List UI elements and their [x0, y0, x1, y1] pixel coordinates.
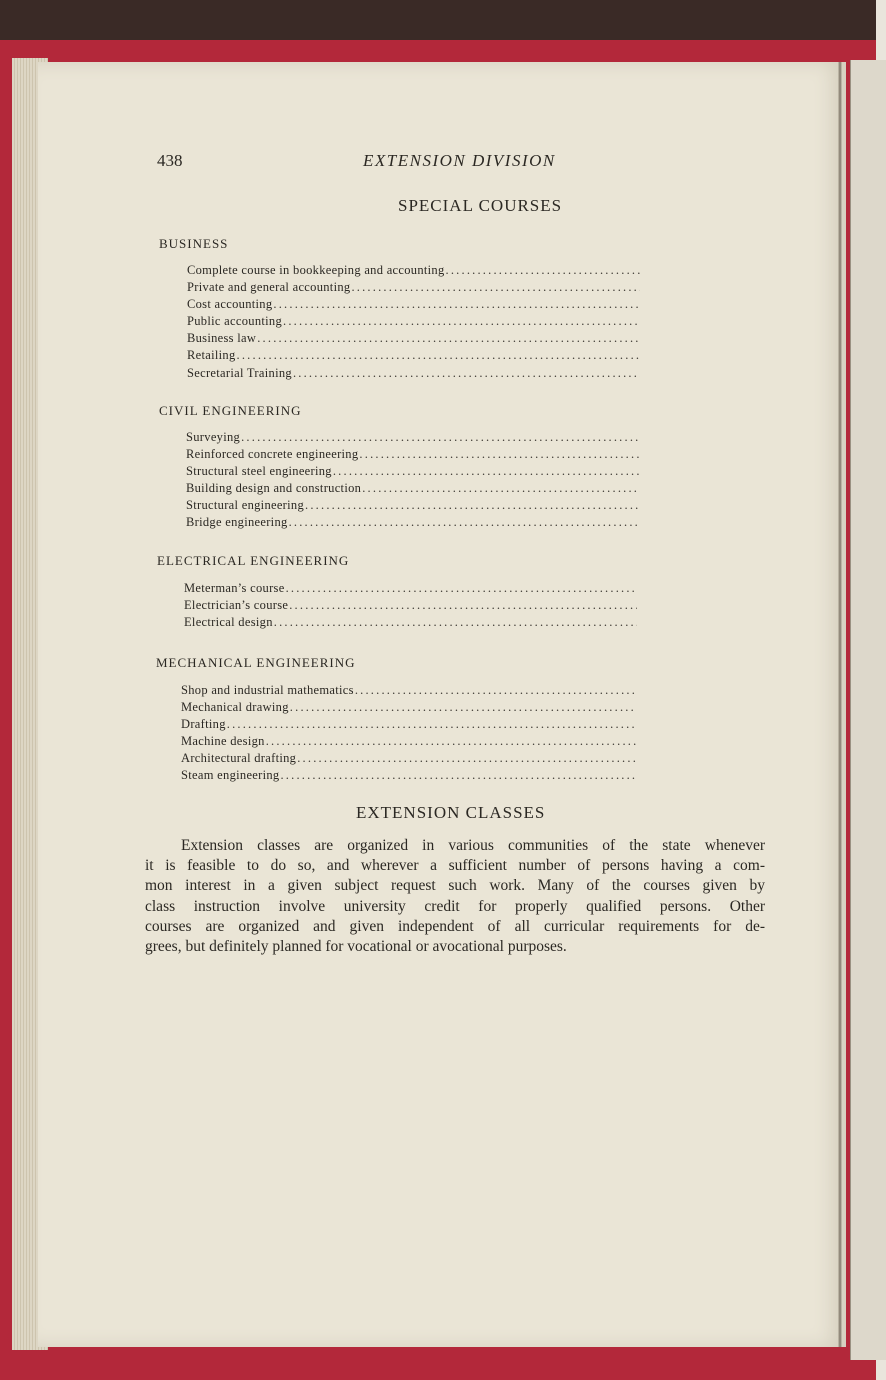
course-item: Steam engineering .....	[181, 768, 636, 785]
paragraph-line: grees, but definitely planned for vocational or avocational purposes.	[145, 938, 567, 956]
paragraph-line: Extension classes are organized in various communities of the state whenever	[181, 837, 765, 854]
course-item: Secretarial Training .....	[187, 366, 640, 383]
course-item: Surveying .....	[186, 430, 640, 447]
book-gutter	[838, 62, 842, 1347]
category-heading-civil-engineering: CIVIL ENGINEERING	[159, 403, 302, 418]
business-course-list	[187, 263, 640, 383]
course-item: Drafting .....	[181, 717, 636, 734]
category-heading-mechanical-engineering: MECHANICAL ENGINEERING	[156, 655, 356, 670]
course-item: Architectural drafting .....	[181, 751, 636, 768]
electrical-engineering-course-list	[184, 581, 637, 632]
category-heading-electrical-engineering: ELECTRICAL ENGINEERING	[157, 553, 350, 568]
course-item: Complete course in bookkeeping and accounting .....	[187, 263, 640, 280]
course-item: Machine design .....	[181, 734, 636, 751]
extension-classes-title: EXTENSION CLASSES	[356, 803, 546, 822]
course-item: Structural engineering .....	[186, 498, 640, 515]
course-item: Electrician’s course .....	[184, 598, 637, 615]
paragraph-line: class instruction involve university credit for properly qualified persons. Other	[145, 897, 765, 915]
special-courses-title: SPECIAL COURSES	[398, 196, 563, 215]
course-item: Mechanical drawing .....	[181, 700, 636, 717]
course-item: Retailing .....	[187, 348, 640, 365]
course-item: Electrical design .....	[184, 615, 637, 632]
running-head: EXTENSION DIVISION	[363, 151, 556, 170]
course-item: Business law .....	[187, 331, 640, 348]
course-item: Private and general accounting .....	[187, 280, 640, 297]
course-item: Reinforced concrete engineering .....	[186, 447, 640, 464]
paragraph-line: mon interest in a given subject request such work. Many of the courses given by	[145, 877, 765, 895]
paragraph-line: courses are organized and given independent of all curricular requirements for de-	[145, 917, 765, 935]
course-item: Public accounting .....	[187, 314, 640, 331]
mechanical-engineering-course-list	[181, 683, 636, 786]
extension-classes-paragraph	[145, 836, 765, 957]
course-item: Building design and construction .....	[186, 481, 640, 498]
course-item: Shop and industrial mathematics .....	[181, 683, 636, 700]
facing-page-edge	[850, 60, 886, 1360]
paragraph-line: it is feasible to do so, and wherever a sufficient number of persons having a com-	[145, 857, 765, 875]
category-heading-business: BUSINESS	[159, 236, 229, 251]
course-item: Meterman’s course .....	[184, 581, 637, 598]
page-header	[0, 151, 886, 175]
course-item: Cost accounting .....	[187, 297, 640, 314]
page-number: 438	[157, 151, 183, 170]
civil-engineering-course-list	[186, 430, 640, 533]
course-item: Structural steel engineering .....	[186, 464, 640, 481]
course-item: Bridge engineering .....	[186, 515, 640, 532]
